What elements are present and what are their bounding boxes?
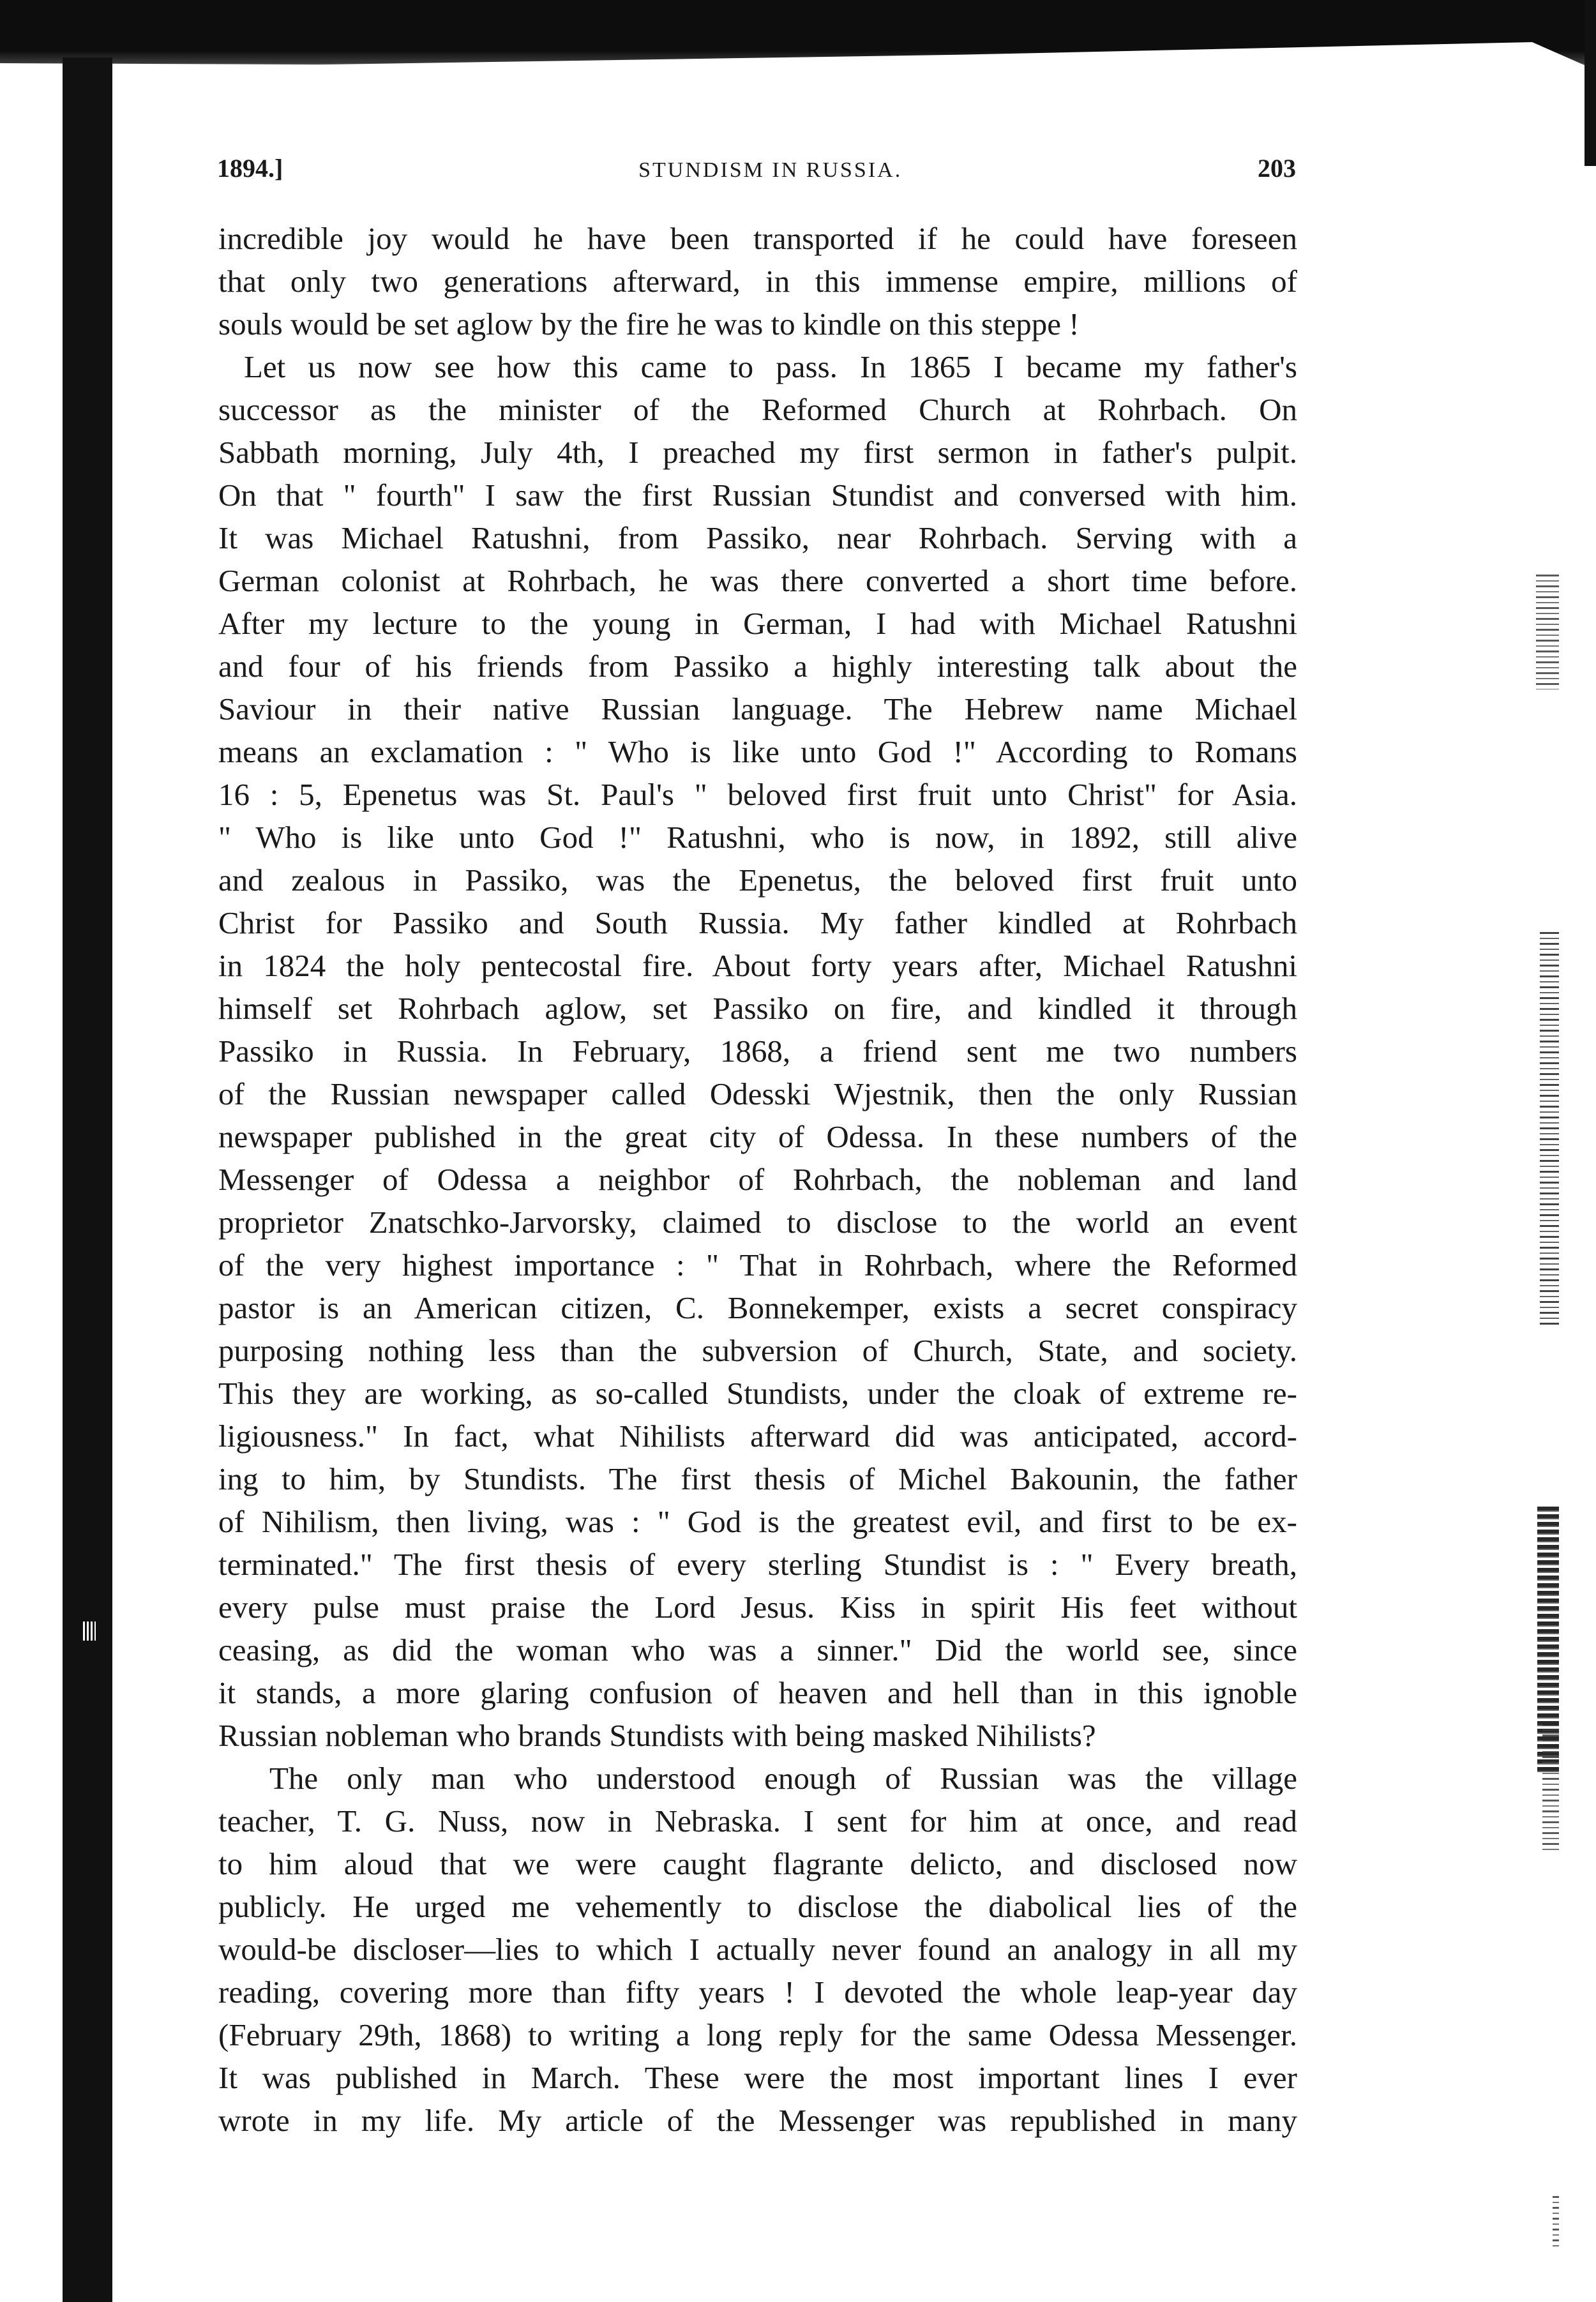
text-line: of the Russian newspaper called Odesski Wjestnik, then the only Russian	[218, 1076, 1297, 1111]
text-line: publicly. He urged me vehemently to disclose the diabolical lies of the	[218, 1889, 1297, 1924]
margin-dots	[83, 1621, 96, 1641]
text-line: ligiousness." In fact, what Nihilists afterward did was anticipated, accord-	[218, 1418, 1297, 1454]
margin-bleed-marks	[1542, 1724, 1559, 1851]
text-line: of the very highest importance : " That in Rohrbach, where the Reformed	[218, 1247, 1297, 1283]
text-line: Passiko in Russia. In February, 1868, a friend sent me two numbers	[218, 1034, 1297, 1069]
text-line: would-be discloser—lies to which I actually never found an analogy in all my	[218, 1932, 1297, 1967]
margin-bleed-marks	[1540, 932, 1559, 1328]
text-line: incredible joy would he have been transported if he could have foreseen	[218, 221, 1297, 256]
text-line: (February 29th, 1868) to writing a long reply for the same Odessa Messenger.	[218, 2017, 1297, 2052]
text-line: Saviour in their native Russian language. The Hebrew name Michael	[218, 691, 1297, 726]
text-line: After my lecture to the young in German, I had with Michael Ratushni	[218, 606, 1297, 641]
text-line: in 1824 the holy pentecostal fire. About forty years after, Michael Ratushni	[218, 948, 1297, 983]
text-line: purposing nothing less than the subversion of Church, State, and society.	[218, 1333, 1297, 1368]
text-line: Christ for Passiko and South Russia. My father kindled at Rohrbach	[218, 905, 1297, 940]
text-line: successor as the minister of the Reformed Church at Rohrbach. On	[218, 392, 1297, 427]
running-head	[217, 153, 1296, 192]
text-line: On that " fourth" I saw the first Russian Stundist and conversed with him.	[218, 478, 1297, 513]
text-line: The only man who understood enough of Russian was the village	[269, 1761, 1297, 1796]
text-line: German colonist at Rohrbach, he was there converted a short time before.	[218, 563, 1297, 598]
text-line: Let us now see how this came to pass. In 1865 I became my father's	[244, 349, 1297, 384]
scan-right-edge	[1585, 0, 1596, 166]
text-line: to him aloud that we were caught flagrante delicto, and disclosed now	[218, 1846, 1297, 1881]
text-line: means an exclamation : " Who is like unto God !" According to Romans	[218, 734, 1297, 769]
text-line: and zealous in Passiko, was the Epenetus, the beloved first fruit unto	[218, 862, 1297, 898]
text-line: " Who is like unto God !" Ratushni, who is now, in 1892, still alive	[218, 820, 1297, 855]
text-line: every pulse must praise the Lord Jesus. Kiss in spirit His feet without	[218, 1590, 1297, 1625]
text-line: Messenger of Odessa a neighbor of Rohrbach, the nobleman and land	[218, 1162, 1297, 1197]
text-line: It was Michael Ratushni, from Passiko, near Rohrbach. Serving with a	[218, 520, 1297, 555]
body-text	[218, 217, 1297, 2142]
margin-bleed-marks	[1536, 575, 1559, 689]
text-line: This they are working, as so-called Stundists, under the cloak of extreme re-	[218, 1376, 1297, 1411]
text-line: and four of his friends from Passiko a highly interesting talk about the	[218, 649, 1297, 684]
text-line: 16 : 5, Epenetus was St. Paul's " beloved first fruit unto Christ" for Asia.	[218, 777, 1297, 812]
text-line: newspaper published in the great city of Odessa. In these numbers of the	[218, 1119, 1297, 1154]
text-line: pastor is an American citizen, C. Bonnekemper, exists a secret conspiracy	[218, 1290, 1297, 1325]
scan-top-shadow	[0, 0, 1596, 70]
page-number: 203	[1258, 154, 1296, 183]
text-line: ceasing, as did the woman who was a sinner." Did the world see, since	[218, 1632, 1297, 1667]
text-line: souls would be set aglow by the fire he was to kindle on this steppe !	[218, 306, 1080, 342]
margin-bleed-marks	[1553, 2196, 1559, 2247]
text-line: reading, covering more than fifty years ! I devoted the whole leap-year day	[218, 1975, 1297, 2010]
text-line: teacher, T. G. Nuss, now in Nebraska. I sent for him at once, and read	[218, 1803, 1297, 1839]
text-line: wrote in my life. My article of the Messenger was republished in many	[218, 2103, 1297, 2138]
text-line: terminated." The first thesis of every sterling Stundist is : " Every breath,	[218, 1547, 1297, 1582]
header-year: 1894.]	[217, 154, 283, 183]
scan-binding-edge	[63, 57, 112, 2302]
text-line: that only two generations afterward, in this immense empire, millions of	[218, 264, 1297, 299]
text-line: ing to him, by Stundists. The first thesis of Michel Bakounin, the father	[218, 1461, 1297, 1496]
text-line: himself set Rohrbach aglow, set Passiko on fire, and kindled it through	[218, 991, 1297, 1026]
header-title: STUNDISM IN RUSSIA.	[638, 158, 903, 182]
text-line: Russian nobleman who brands Stundists with being masked Nihilists?	[218, 1718, 1096, 1753]
text-line: It was published in March. These were the most important lines I ever	[218, 2060, 1297, 2095]
text-line: it stands, a more glaring confusion of heaven and hell than in this ignoble	[218, 1675, 1297, 1710]
text-line: Sabbath morning, July 4th, I preached my first sermon in father's pulpit.	[218, 435, 1297, 470]
text-line: of Nihilism, then living, was : " God is the greatest evil, and first to be ex-	[218, 1504, 1297, 1539]
text-line: proprietor Znatschko-Jarvorsky, claimed to disclose to the world an event	[218, 1205, 1297, 1240]
